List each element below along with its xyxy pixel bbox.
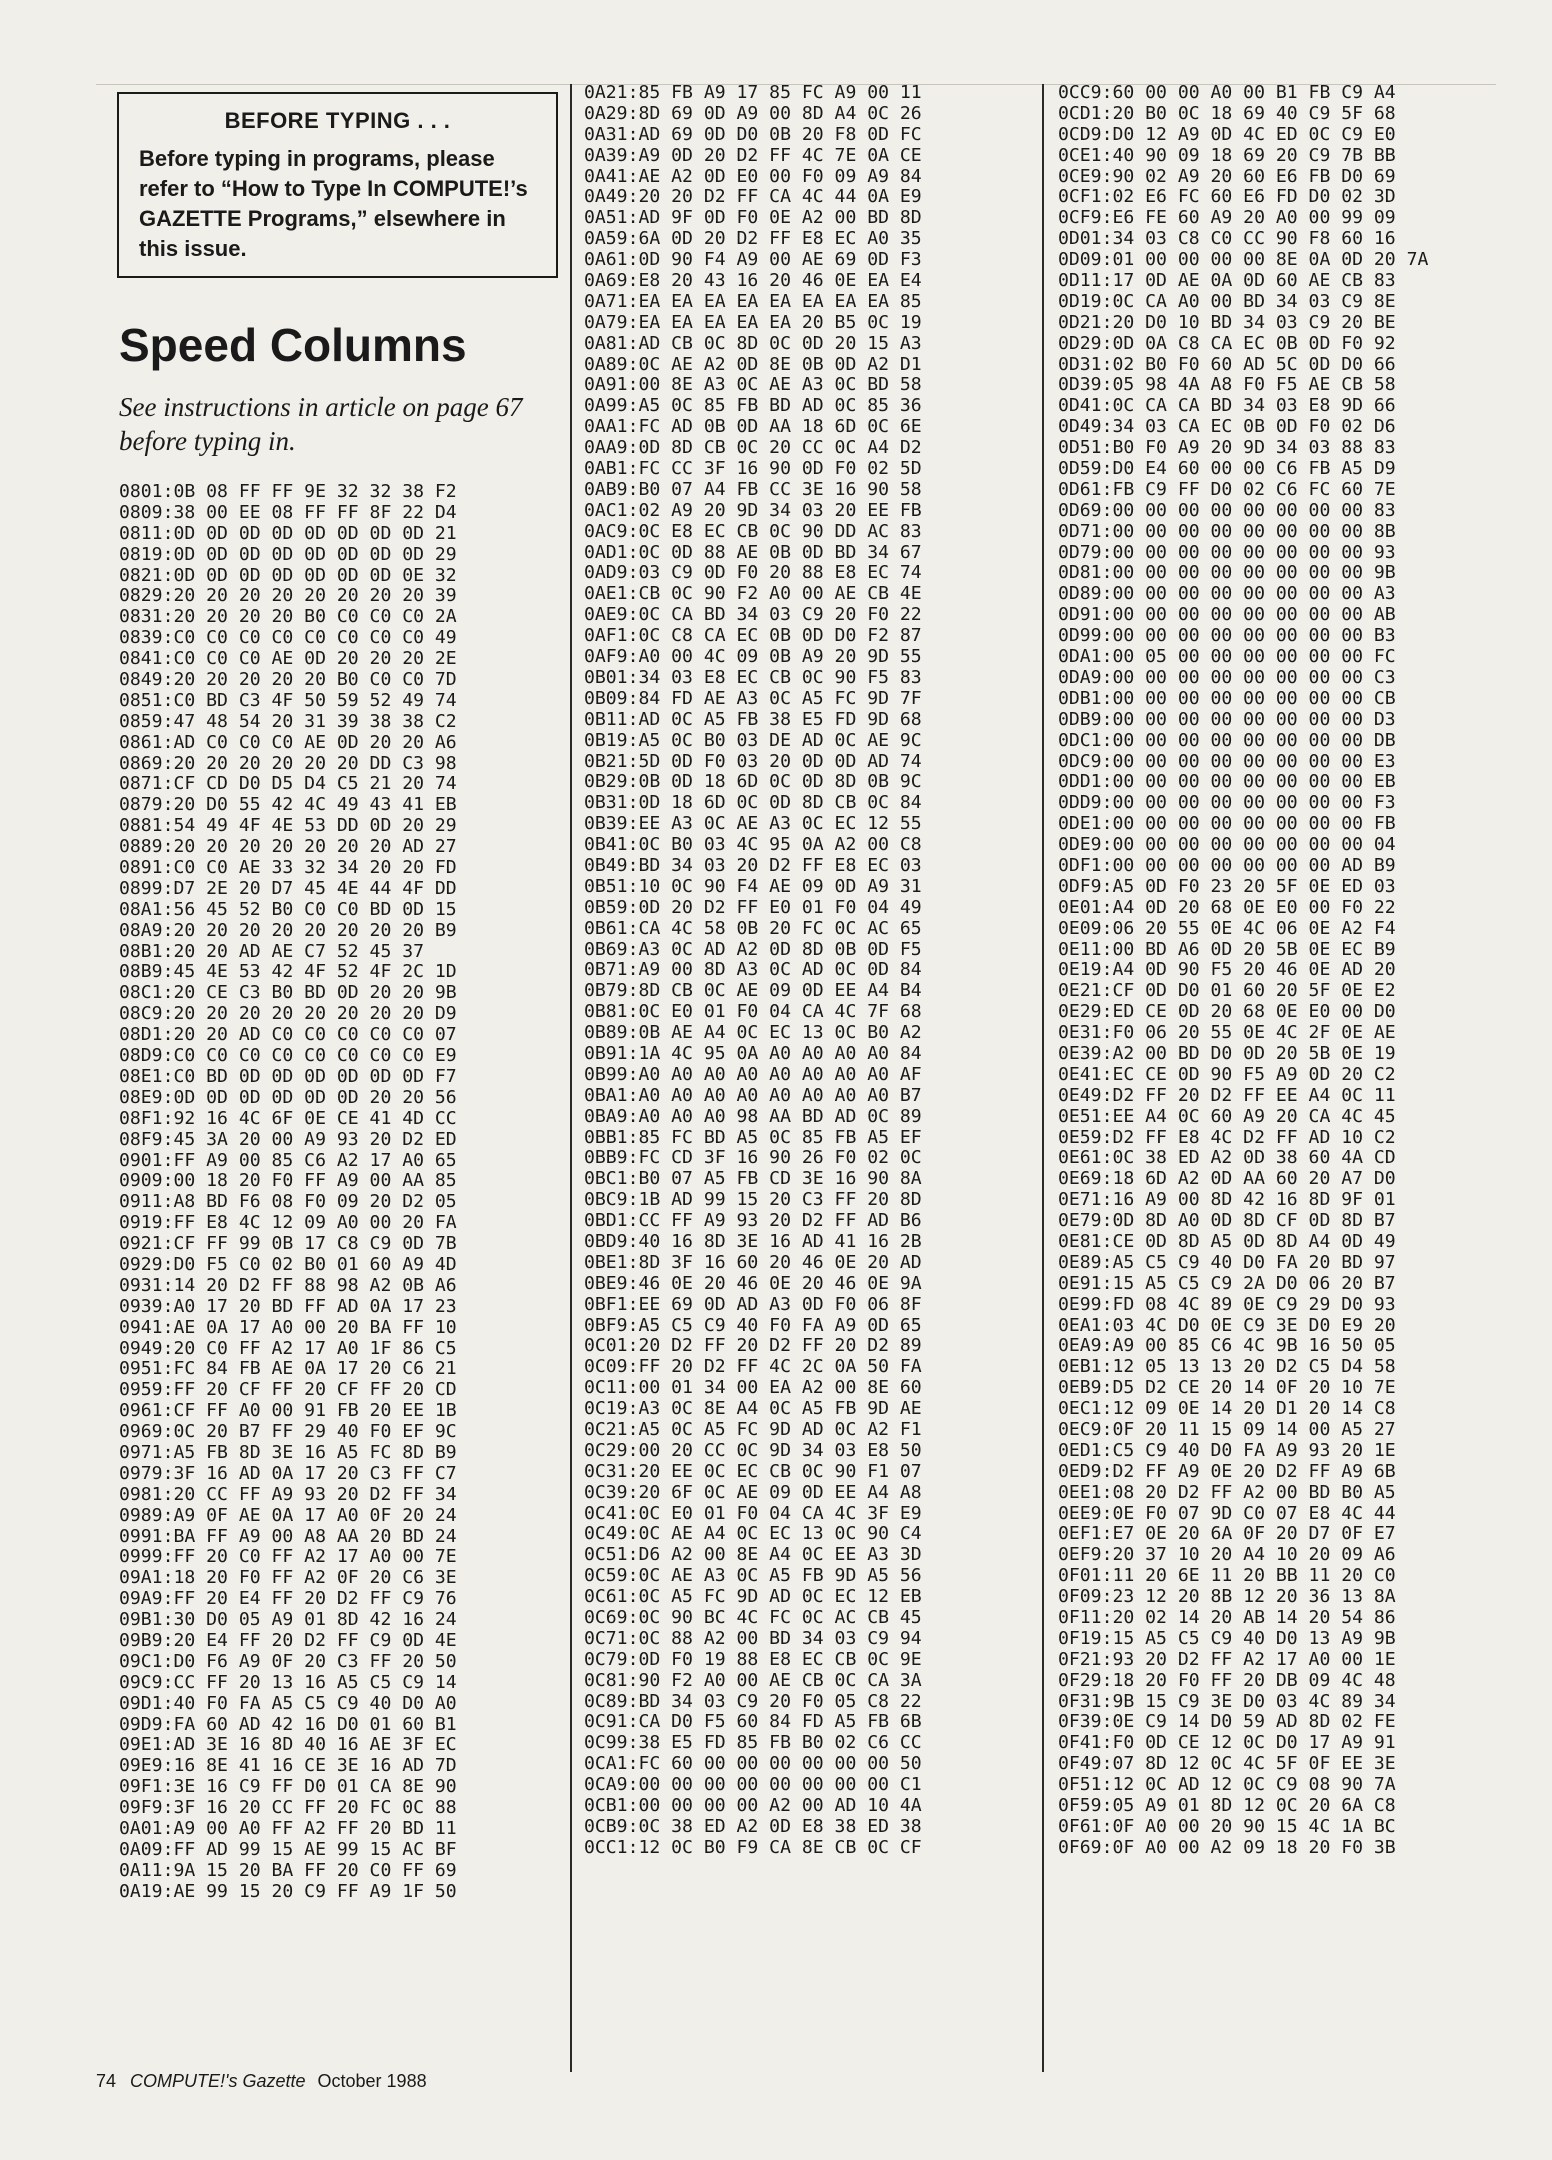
listing-line: 0829:20 20 20 20 20 20 20 20 39: [119, 585, 457, 607]
listing-line: 0821:0D 0D 0D 0D 0D 0D 0D 0E 32: [119, 564, 457, 586]
listing-line: 0D71:00 00 00 00 00 00 00 00 8B: [1058, 520, 1396, 542]
listing-line: 0979:3F 16 AD 0A 17 20 C3 FF C7: [119, 1462, 457, 1484]
listing-line: 0B49:BD 34 03 20 D2 FF E8 EC 03: [584, 854, 922, 876]
listing-line: 0919:FF E8 4C 12 09 A0 00 20 FA: [119, 1212, 457, 1234]
listing-line: 0A01:A9 00 A0 FF A2 FF 20 BD 11: [119, 1818, 457, 1839]
listing-line: 0F39:0E C9 14 D0 59 AD 8D 02 FE: [1058, 1711, 1396, 1733]
listing-line: 0BE1:8D 3F 16 60 20 46 0E 20 AD: [584, 1251, 922, 1273]
listing-line: 0CE1:40 90 09 18 69 20 C9 7B BB: [1058, 144, 1396, 166]
listing-line: 0CB1:00 00 00 00 A2 00 AD 10 4A: [584, 1795, 922, 1817]
listing-line: 0CC1:12 0C B0 F9 CA 8E CB 0C CF: [584, 1836, 922, 1858]
listing-line: 0E99:FD 08 4C 89 0E C9 29 D0 93: [1058, 1293, 1396, 1315]
listing-line: 0F51:12 0C AD 12 0C C9 08 90 7A: [1058, 1774, 1396, 1796]
listing-line: 0DA9:00 00 00 00 00 00 00 00 C3: [1058, 666, 1396, 688]
listing-line: 0951:FC 84 FB AE 0A 17 20 C6 21: [119, 1358, 457, 1380]
listing-line: 0989:A9 0F AE 0A 17 A0 0F 20 24: [119, 1504, 457, 1526]
listing-line: 0C49:0C AE A4 0C EC 13 0C 90 C4: [584, 1523, 922, 1545]
listing-line: 0B19:A5 0C B0 03 DE AD 0C AE 9C: [584, 729, 922, 751]
listing-line: 0F19:15 A5 C5 C9 40 D0 13 A9 9B: [1058, 1627, 1396, 1649]
listing-line: 0B31:0D 18 6D 0C 0D 8D CB 0C 84: [584, 792, 922, 814]
listing-line: 0EF9:20 37 10 20 A4 10 20 09 A6: [1058, 1544, 1396, 1566]
listing-line: 0B99:A0 A0 A0 A0 A0 A0 A0 A0 AF: [584, 1063, 922, 1085]
listing-line: 0E69:18 6D A2 0D AA 60 20 A7 D0: [1058, 1168, 1396, 1190]
listing-line: 0E41:EC CE 0D 90 F5 A9 0D 20 C2: [1058, 1063, 1396, 1085]
listing-line: 0BB1:85 FC BD A5 0C 85 FB A5 EF: [584, 1126, 922, 1148]
listing-line: 0E79:0D 8D A0 0D 8D CF 0D 8D B7: [1058, 1210, 1396, 1232]
listing-line: 0959:FF 20 CF FF 20 CF FF 20 CD: [119, 1379, 457, 1401]
listing-line: 0E09:06 20 55 0E 4C 06 0E A2 F4: [1058, 917, 1396, 939]
listing-line: 0B81:0C E0 01 F0 04 CA 4C 7F 68: [584, 1001, 922, 1023]
listing-line: 0DA1:00 05 00 00 00 00 00 00 FC: [1058, 646, 1396, 668]
listing-line: 0D49:34 03 CA EC 0B 0D F0 02 D6: [1058, 416, 1396, 438]
listing-line: 0AF9:A0 00 4C 09 0B A9 20 9D 55: [584, 646, 922, 668]
listing-column-2: [584, 83, 922, 1859]
listing-line: 0F29:18 20 F0 FF 20 DB 09 4C 48: [1058, 1669, 1396, 1691]
before-typing-box: [117, 92, 558, 278]
listing-line: 0D91:00 00 00 00 00 00 00 00 AB: [1058, 604, 1396, 626]
listing-line: 0B89:0B AE A4 0C EC 13 0C B0 A2: [584, 1022, 922, 1044]
listing-line: 0CF9:E6 FE 60 A9 20 A0 00 99 09: [1058, 207, 1396, 229]
listing-line: 0CB9:0C 38 ED A2 0D E8 38 ED 38: [584, 1815, 922, 1837]
listing-line: 0849:20 20 20 20 20 B0 C0 C0 7D: [119, 669, 457, 691]
listing-line: 0C41:0C E0 01 F0 04 CA 4C 3F E9: [584, 1502, 922, 1524]
listing-line: 0C71:0C 88 A2 00 BD 34 03 C9 94: [584, 1627, 922, 1649]
listing-line: 0871:CF CD D0 D5 D4 C5 21 20 74: [119, 773, 457, 795]
listing-line: 0A11:9A 15 20 BA FF 20 C0 FF 69: [119, 1859, 457, 1881]
listing-line: 0CD1:20 B0 0C 18 69 40 C9 5F 68: [1058, 102, 1396, 124]
listing-line: 0F61:0F A0 00 20 90 15 4C 1A BC: [1058, 1815, 1396, 1837]
listing-line: 0DC1:00 00 00 00 00 00 00 00 DB: [1058, 729, 1396, 751]
listing-line: 0E61:0C 38 ED A2 0D 38 60 4A CD: [1058, 1147, 1396, 1169]
listing-line: 0C09:FF 20 D2 FF 4C 2C 0A 50 FA: [584, 1356, 922, 1378]
listing-line: 0DE1:00 00 00 00 00 00 00 00 FB: [1058, 813, 1396, 835]
listing-line: 09C1:D0 F6 A9 0F 20 C3 FF 20 50: [119, 1650, 457, 1672]
listing-line: 0EB9:D5 D2 CE 20 14 0F 20 10 7E: [1058, 1377, 1396, 1399]
listing-line: 0811:0D 0D 0D 0D 0D 0D 0D 0D 21: [119, 522, 457, 544]
listing-line: 09F1:3E 16 C9 FF D0 01 CA 8E 90: [119, 1776, 457, 1798]
listing-line: 0BA9:A0 A0 A0 98 AA BD AD 0C 89: [584, 1105, 922, 1127]
listing-line: 0DB1:00 00 00 00 00 00 00 00 CB: [1058, 687, 1396, 709]
listing-line: 0EC1:12 09 0E 14 20 D1 20 14 C8: [1058, 1398, 1396, 1420]
listing-line: 0931:14 20 D2 FF 88 98 A2 0B A6: [119, 1274, 457, 1296]
listing-line: 0969:0C 20 B7 FF 29 40 F0 EF 9C: [119, 1421, 457, 1443]
listing-line: 0EA1:03 4C D0 0E C9 3E D0 E9 20: [1058, 1314, 1396, 1336]
listing-line: 0E01:A4 0D 20 68 0E E0 00 F0 22: [1058, 896, 1396, 918]
listing-line: 0F69:0F A0 00 A2 09 18 20 F0 3B: [1058, 1836, 1396, 1858]
listing-line: 0F59:05 A9 01 8D 12 0C 20 6A C8: [1058, 1795, 1396, 1817]
publication-name: COMPUTE!'s Gazette: [130, 2071, 306, 2091]
listing-line: 0AE9:0C CA BD 34 03 C9 20 F0 22: [584, 604, 922, 626]
listing-line: 0E19:A4 0D 90 F5 20 46 0E AD 20: [1058, 959, 1396, 981]
listing-line: 09F9:3F 16 20 CC FF 20 FC 0C 88: [119, 1797, 457, 1819]
listing-line: 08F1:92 16 4C 6F 0E CE 41 4D CC: [119, 1107, 457, 1129]
listing-line: 0AD9:03 C9 0D F0 20 88 E8 EC 74: [584, 562, 922, 584]
listing-line: 0C19:A3 0C 8E A4 0C A5 FB 9D AE: [584, 1398, 922, 1420]
listing-line: 0AB9:B0 07 A4 FB CC 3E 16 90 58: [584, 478, 922, 500]
listing-line: 0ED9:D2 FF A9 0E 20 D2 FF A9 6B: [1058, 1460, 1396, 1482]
listing-line: 0889:20 20 20 20 20 20 20 AD 27: [119, 836, 457, 858]
listing-line: 0D19:0C CA A0 00 BD 34 03 C9 8E: [1058, 290, 1396, 312]
listing-line: 0DD1:00 00 00 00 00 00 00 00 EB: [1058, 771, 1396, 793]
listing-line: 09C9:CC FF 20 13 16 A5 C5 C9 14: [119, 1671, 457, 1693]
before-typing-body: Before typing in programs, please refer to “How to Type In COMPUTE!’s GAZETTE Programs,” elsewhere in this issue.: [139, 146, 528, 261]
listing-line: 0A61:0D 90 F4 A9 00 AE 69 0D F3: [584, 249, 922, 271]
listing-line: 0C91:CA D0 F5 60 84 FD A5 FB 6B: [584, 1711, 922, 1733]
listing-line: 0F49:07 8D 12 0C 4C 5F 0F EE 3E: [1058, 1753, 1396, 1775]
listing-line: 0DC9:00 00 00 00 00 00 00 00 E3: [1058, 750, 1396, 772]
listing-line: 0A71:EA EA EA EA EA EA EA EA 85: [584, 290, 922, 312]
listing-line: 0C61:0C A5 FC 9D AD 0C EC 12 EB: [584, 1586, 922, 1608]
listing-line: 0851:C0 BD C3 4F 50 59 52 49 74: [119, 689, 457, 711]
listing-line: 0B11:AD 0C A5 FB 38 E5 FD 9D 68: [584, 708, 922, 730]
listing-line: 0E11:00 BD A6 0D 20 5B 0E EC B9: [1058, 938, 1396, 960]
listing-line: 0A91:00 8E A3 0C AE A3 0C BD 58: [584, 374, 922, 396]
listing-line: 0941:AE 0A 17 A0 00 20 BA FF 10: [119, 1316, 457, 1338]
listing-line: 08D9:C0 C0 C0 C0 C0 C0 C0 C0 E9: [119, 1045, 457, 1067]
listing-line: 08D1:20 20 AD C0 C0 C0 C0 C0 07: [119, 1024, 457, 1046]
listing-line: 0C99:38 E5 FD 85 FB B0 02 C6 CC: [584, 1732, 922, 1754]
listing-line: 0EF1:E7 0E 20 6A 0F 20 D7 0F E7: [1058, 1523, 1396, 1545]
listing-line: 0E21:CF 0D D0 01 60 20 5F 0E E2: [1058, 980, 1396, 1002]
listing-line: 0C29:00 20 CC 0C 9D 34 03 E8 50: [584, 1439, 922, 1461]
listing-line: 0971:A5 FB 8D 3E 16 A5 FC 8D B9: [119, 1441, 457, 1463]
article-title: Speed Columns: [119, 319, 467, 371]
listing-line: 0909:00 18 20 F0 FF A9 00 AA 85: [119, 1170, 457, 1192]
listing-line: 0881:54 49 4F 4E 53 DD 0D 20 29: [119, 815, 457, 837]
listing-line: 0B41:0C B0 03 4C 95 0A A2 00 C8: [584, 834, 922, 856]
listing-line: 0C01:20 D2 FF 20 D2 FF 20 D2 89: [584, 1335, 922, 1357]
listing-line: 08E9:0D 0D 0D 0D 0D 0D 20 20 56: [119, 1086, 457, 1108]
listing-line: 0C51:D6 A2 00 8E A4 0C EE A3 3D: [584, 1544, 922, 1566]
listing-line: 0911:A8 BD F6 08 F0 09 20 D2 05: [119, 1191, 457, 1213]
listing-line: 0B61:CA 4C 58 0B 20 FC 0C AC 65: [584, 917, 922, 939]
listing-line: 0DF1:00 00 00 00 00 00 00 AD B9: [1058, 854, 1396, 876]
listing-line: 0E89:A5 C5 C9 40 D0 FA 20 BD 97: [1058, 1251, 1396, 1273]
listing-line: 0A31:AD 69 0D D0 0B 20 F8 0D FC: [584, 123, 922, 145]
listing-line: 0C89:BD 34 03 C9 20 F0 05 C8 22: [584, 1690, 922, 1712]
listing-line: 0D99:00 00 00 00 00 00 00 00 B3: [1058, 625, 1396, 647]
listing-line: 0899:D7 2E 20 D7 45 4E 44 4F DD: [119, 877, 457, 899]
listing-line: 0839:C0 C0 C0 C0 C0 C0 C0 C0 49: [119, 627, 457, 649]
listing-line: 0CD9:D0 12 A9 0D 4C ED 0C C9 E0: [1058, 123, 1396, 145]
listing-line: 0D81:00 00 00 00 00 00 00 00 9B: [1058, 562, 1396, 584]
listing-line: 09D1:40 F0 FA A5 C5 C9 40 D0 A0: [119, 1692, 457, 1714]
listing-line: 0CF1:02 E6 FC 60 E6 FD D0 02 3D: [1058, 186, 1396, 208]
listing-line: 0B21:5D 0D F0 03 20 0D 0D AD 74: [584, 750, 922, 772]
listing-line: 0A29:8D 69 0D A9 00 8D A4 0C 26: [584, 102, 922, 124]
listing-line: 0C81:90 F2 A0 00 AE CB 0C CA 3A: [584, 1669, 922, 1691]
listing-line: 0ED1:C5 C9 40 D0 FA A9 93 20 1E: [1058, 1439, 1396, 1461]
listing-line: 09E9:16 8E 41 16 CE 3E 16 AD 7D: [119, 1755, 457, 1777]
listing-line: 0BF1:EE 69 0D AD A3 0D F0 06 8F: [584, 1293, 922, 1315]
listing-line: 0AD1:0C 0D 88 AE 0B 0D BD 34 67: [584, 541, 922, 563]
listing-line: 0961:CF FF A0 00 91 FB 20 EE 1B: [119, 1400, 457, 1422]
listing-line: 0B01:34 03 E8 EC CB 0C 90 F5 83: [584, 666, 922, 688]
listing-line: 0BD9:40 16 8D 3E 16 AD 41 16 2B: [584, 1230, 922, 1252]
listing-line: 0CC9:60 00 00 A0 00 B1 FB C9 A4: [1058, 82, 1396, 103]
listing-line: 0BC9:1B AD 99 15 20 C3 FF 20 8D: [584, 1189, 922, 1211]
listing-line: 0861:AD C0 C0 C0 AE 0D 20 20 A6: [119, 731, 457, 753]
listing-line: 0D41:0C CA CA BD 34 03 E8 9D 66: [1058, 395, 1396, 417]
listing-line: 0D31:02 B0 F0 60 AD 5C 0D D0 66: [1058, 353, 1396, 375]
listing-line: 0A89:0C AE A2 0D 8E 0B 0D A2 D1: [584, 353, 922, 375]
listing-line: 0D39:05 98 4A A8 F0 F5 AE CB 58: [1058, 374, 1396, 396]
listing-line: 0DD9:00 00 00 00 00 00 00 00 F3: [1058, 792, 1396, 814]
before-typing-title: BEFORE TYPING . . .: [224, 108, 451, 133]
listing-line: 0AC1:02 A9 20 9D 34 03 20 EE FB: [584, 499, 922, 521]
listing-line: 0D59:D0 E4 60 00 00 C6 FB A5 D9: [1058, 458, 1396, 480]
listing-line: 0BA1:A0 A0 A0 A0 A0 A0 A0 A0 B7: [584, 1084, 922, 1106]
listing-line: 0D11:17 0D AE 0A 0D 60 AE CB 83: [1058, 270, 1396, 292]
listing-line: 0A41:AE A2 0D E0 00 F0 09 A9 84: [584, 165, 922, 187]
listing-line: 0901:FF A9 00 85 C6 A2 17 A0 65: [119, 1149, 457, 1171]
listing-line: 0841:C0 C0 C0 AE 0D 20 20 20 2E: [119, 648, 457, 670]
listing-line: 0879:20 D0 55 42 4C 49 43 41 EB: [119, 794, 457, 816]
listing-column-3: [1058, 83, 1428, 1859]
listing-line: 0B71:A9 00 8D A3 0C AD 0C 0D 84: [584, 959, 922, 981]
listing-line: 0B79:8D CB 0C AE 09 0D EE A4 B4: [584, 980, 922, 1002]
listing-line: 0F41:F0 0D CE 12 0C D0 17 A9 91: [1058, 1732, 1396, 1754]
listing-line: 0BC1:B0 07 A5 FB CD 3E 16 90 8A: [584, 1168, 922, 1190]
listing-line: 0859:47 48 54 20 31 39 38 38 C2: [119, 710, 457, 732]
listing-line: 0D01:34 03 C8 C0 CC 90 F8 60 16: [1058, 228, 1396, 250]
listing-line: 0819:0D 0D 0D 0D 0D 0D 0D 0D 29: [119, 543, 457, 565]
listing-line: 0939:A0 17 20 BD FF AD 0A 17 23: [119, 1295, 457, 1317]
listing-line: 0AB1:FC CC 3F 16 90 0D F0 02 5D: [584, 458, 922, 480]
listing-line: 0E31:F0 06 20 55 0E 4C 2F 0E AE: [1058, 1022, 1396, 1044]
listing-line: 0C69:0C 90 BC 4C FC 0C AC CB 45: [584, 1607, 922, 1629]
listing-line: 0D61:FB C9 FF D0 02 C6 FC 60 7E: [1058, 478, 1396, 500]
listing-line: 09A1:18 20 F0 FF A2 0F 20 C6 3E: [119, 1567, 457, 1589]
listing-line: 0809:38 00 EE 08 FF FF 8F 22 D4: [119, 501, 457, 523]
listing-line: 0EC9:0F 20 11 15 09 14 00 A5 27: [1058, 1419, 1396, 1440]
article-intro: See instructions in article on page 67 before typing in.: [119, 392, 523, 456]
listing-line: 08B1:20 20 AD AE C7 52 45 37: [119, 940, 425, 962]
listing-line: 0C39:20 6F 0C AE 09 0D EE A4 A8: [584, 1481, 922, 1503]
listing-line: 0B59:0D 20 D2 FF E0 01 F0 04 49: [584, 896, 922, 918]
listing-line: 0BF9:A5 C5 C9 40 F0 FA A9 0D 65: [584, 1314, 922, 1336]
listing-line: 0CA9:00 00 00 00 00 00 00 00 C1: [584, 1774, 922, 1796]
listing-line: 0801:0B 08 FF FF 9E 32 32 38 F2: [119, 481, 457, 502]
listing-line: 0DB9:00 00 00 00 00 00 00 00 D3: [1058, 708, 1396, 730]
listing-line: 0921:CF FF 99 0B 17 C8 C9 0D 7B: [119, 1233, 457, 1255]
listing-line: 0D89:00 00 00 00 00 00 00 00 A3: [1058, 583, 1396, 605]
listing-line: 0F01:11 20 6E 11 20 BB 11 20 C0: [1058, 1565, 1396, 1587]
column-divider-left: [570, 84, 572, 2072]
listing-line: 0B69:A3 0C AD A2 0D 8D 0B 0D F5: [584, 938, 922, 960]
listing-line: 0E49:D2 FF 20 D2 FF EE A4 0C 11: [1058, 1084, 1396, 1106]
listing-line: 0F31:9B 15 C9 3E D0 03 4C 89 34: [1058, 1690, 1396, 1712]
listing-line: 0F11:20 02 14 20 AB 14 20 54 86: [1058, 1607, 1396, 1629]
listing-line: 0E51:EE A4 0C 60 A9 20 CA 4C 45: [1058, 1105, 1396, 1127]
listing-line: 0AA9:0D 8D CB 0C 20 CC 0C A4 D2: [584, 437, 922, 459]
listing-line: 0D29:0D 0A C8 CA EC 0B 0D F0 92: [1058, 332, 1396, 354]
listing-line: 0999:FF 20 C0 FF A2 17 A0 00 7E: [119, 1546, 457, 1568]
listing-line: 0A21:85 FB A9 17 85 FC A9 00 11: [584, 82, 922, 103]
issue-date: October 1988: [317, 2071, 427, 2091]
listing-line: 0BB9:FC CD 3F 16 90 26 F0 02 0C: [584, 1147, 922, 1169]
listing-line: 0A39:A9 0D 20 D2 FF 4C 7E 0A CE: [584, 144, 922, 166]
listing-line: 0EE9:0E F0 07 9D C0 07 E8 4C 44: [1058, 1502, 1396, 1524]
listing-line: 0A19:AE 99 15 20 C9 FF A9 1F 50: [119, 1880, 457, 1902]
listing-line: 0B29:0B 0D 18 6D 0C 0D 8D 0B 9C: [584, 771, 922, 793]
listing-line: 0EB1:12 05 13 13 20 D2 C5 D4 58: [1058, 1356, 1396, 1378]
listing-line: 0C11:00 01 34 00 EA A2 00 8E 60: [584, 1377, 922, 1399]
listing-line: 0AF1:0C C8 CA EC 0B 0D D0 F2 87: [584, 625, 922, 647]
listing-line: 08B9:45 4E 53 42 4F 52 4F 2C 1D: [119, 961, 457, 983]
listing-line: 09E1:AD 3E 16 8D 40 16 AE 3F EC: [119, 1734, 457, 1756]
listing-line: 0D79:00 00 00 00 00 00 00 00 93: [1058, 541, 1396, 563]
listing-line: 0C21:A5 0C A5 FC 9D AD 0C A2 F1: [584, 1419, 922, 1440]
listing-line: 08C1:20 CE C3 B0 BD 0D 20 20 9B: [119, 982, 457, 1004]
listing-line: 0A09:FF AD 99 15 AE 99 15 AC BF: [119, 1838, 457, 1860]
listing-line: 0A49:20 20 D2 FF CA 4C 44 0A E9: [584, 186, 922, 208]
listing-line: 0CA1:FC 60 00 00 00 00 00 00 50: [584, 1753, 922, 1775]
listing-line: 0A69:E8 20 43 16 20 46 0E EA E4: [584, 270, 922, 292]
listing-line: 08A1:56 45 52 B0 C0 C0 BD 0D 15: [119, 898, 457, 920]
listing-line: 0929:D0 F5 C0 02 B0 01 60 A9 4D: [119, 1253, 457, 1275]
listing-line: 08A9:20 20 20 20 20 20 20 20 B9: [119, 919, 457, 941]
listing-line: 0BD1:CC FF A9 93 20 D2 FF AD B6: [584, 1210, 922, 1232]
listing-line: 0A79:EA EA EA EA EA 20 B5 0C 19: [584, 311, 922, 333]
listing-column-1: [119, 482, 457, 1903]
listing-line: 0D51:B0 F0 A9 20 9D 34 03 88 83: [1058, 437, 1396, 459]
listing-line: 0991:BA FF A9 00 A8 AA 20 BD 24: [119, 1525, 457, 1547]
listing-line: 0981:20 CC FF A9 93 20 D2 FF 34: [119, 1483, 457, 1505]
listing-line: 0DF9:A5 0D F0 23 20 5F 0E ED 03: [1058, 875, 1396, 897]
listing-line: 08E1:C0 BD 0D 0D 0D 0D 0D 0D F7: [119, 1065, 457, 1087]
listing-line: 0AC9:0C E8 EC CB 0C 90 DD AC 83: [584, 520, 922, 542]
listing-line: 0E71:16 A9 00 8D 42 16 8D 9F 01: [1058, 1189, 1396, 1211]
listing-line: 0C59:0C AE A3 0C A5 FB 9D A5 56: [584, 1565, 922, 1587]
listing-line: 0E81:CE 0D 8D A5 0D 8D A4 0D 49: [1058, 1230, 1396, 1252]
listing-line: 08C9:20 20 20 20 20 20 20 20 D9: [119, 1003, 457, 1025]
listing-line: 0E29:ED CE 0D 20 68 0E E0 00 D0: [1058, 1001, 1396, 1023]
listing-line: 0D09:01 00 00 00 00 8E 0A 0D 20 7A: [1058, 249, 1429, 271]
listing-line: 0EA9:A9 00 85 C6 4C 9B 16 50 05: [1058, 1335, 1396, 1357]
listing-line: 09B9:20 E4 FF 20 D2 FF C9 0D 4E: [119, 1629, 457, 1651]
listing-line: 0F21:93 20 D2 FF A2 17 A0 00 1E: [1058, 1648, 1396, 1670]
listing-line: 08F9:45 3A 20 00 A9 93 20 D2 ED: [119, 1128, 457, 1150]
listing-line: 0D69:00 00 00 00 00 00 00 00 83: [1058, 499, 1396, 521]
listing-line: 0C31:20 EE 0C EC CB 0C 90 F1 07: [584, 1460, 922, 1482]
listing-line: 0891:C0 C0 AE 33 32 34 20 20 FD: [119, 857, 457, 879]
listing-line: 0CE9:90 02 A9 20 60 E6 FB D0 69: [1058, 165, 1396, 187]
listing-line: 09A9:FF 20 E4 FF 20 D2 FF C9 76: [119, 1588, 457, 1610]
listing-line: 0E59:D2 FF E8 4C D2 FF AD 10 C2: [1058, 1126, 1396, 1148]
listing-line: 0949:20 C0 FF A2 17 A0 1F 86 C5: [119, 1337, 457, 1359]
listing-line: 0BE9:46 0E 20 46 0E 20 46 0E 9A: [584, 1272, 922, 1294]
listing-line: 0E39:A2 00 BD D0 0D 20 5B 0E 19: [1058, 1042, 1396, 1064]
listing-line: 0DE9:00 00 00 00 00 00 00 00 04: [1058, 834, 1396, 856]
listing-line: 09D9:FA 60 AD 42 16 D0 01 60 B1: [119, 1713, 457, 1735]
listing-line: 0B09:84 FD AE A3 0C A5 FC 9D 7F: [584, 687, 922, 709]
listing-line: 0869:20 20 20 20 20 20 DD C3 98: [119, 752, 457, 774]
listing-line: 0A59:6A 0D 20 D2 FF E8 EC A0 35: [584, 228, 922, 250]
listing-line: 0D21:20 D0 10 BD 34 03 C9 20 BE: [1058, 311, 1396, 333]
listing-line: 0AA1:FC AD 0B 0D AA 18 6D 0C 6E: [584, 416, 922, 438]
listing-line: 09B1:30 D0 05 A9 01 8D 42 16 24: [119, 1609, 457, 1631]
listing-line: 0B39:EE A3 0C AE A3 0C EC 12 55: [584, 813, 922, 835]
listing-line: 0E91:15 A5 C5 C9 2A D0 06 20 B7: [1058, 1272, 1396, 1294]
listing-line: 0A81:AD CB 0C 8D 0C 0D 20 15 A3: [584, 332, 922, 354]
listing-line: 0831:20 20 20 20 B0 C0 C0 C0 2A: [119, 606, 457, 628]
listing-line: 0A51:AD 9F 0D F0 0E A2 00 BD 8D: [584, 207, 922, 229]
listing-line: 0C79:0D F0 19 88 E8 EC CB 0C 9E: [584, 1648, 922, 1670]
listing-line: 0B91:1A 4C 95 0A A0 A0 A0 A0 84: [584, 1042, 922, 1064]
listing-line: 0EE1:08 20 D2 FF A2 00 BD B0 A5: [1058, 1481, 1396, 1503]
column-divider-right: [1042, 84, 1044, 2072]
page-number: 74: [96, 2071, 117, 2091]
page-footer: [96, 2071, 427, 2092]
listing-line: 0AE1:CB 0C 90 F2 A0 00 AE CB 4E: [584, 583, 922, 605]
listing-line: 0B51:10 0C 90 F4 AE 09 0D A9 31: [584, 875, 922, 897]
listing-line: 0F09:23 12 20 8B 12 20 36 13 8A: [1058, 1586, 1396, 1608]
listing-line: 0A99:A5 0C 85 FB BD AD 0C 85 36: [584, 395, 922, 417]
